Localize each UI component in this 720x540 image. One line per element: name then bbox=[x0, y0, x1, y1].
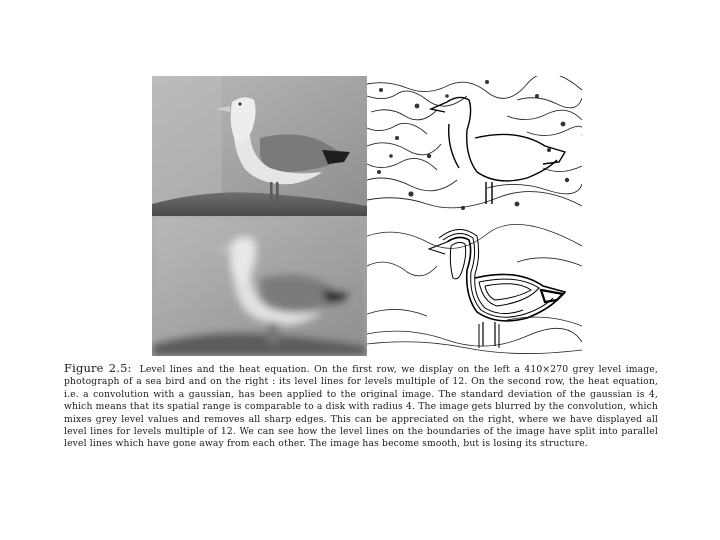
caption-text: Level lines and the heat equation. On the first row, we display on the left a 410×270 grey level image, photograph of a sea bird and on the right : its level lines for levels multiple of 12. On the second row, the heat equation, i.e. a convolution with a gaussian, has been applied to the original image. The standard deviation of the gaussian is 4, which means that its spatial range is comparable to a disk with radius 4. The image gets blurred by the convolution, which mixes grey level values and removes all sharp edges. This can be appreciated on the right, where we have displayed all level lines for levels multiple of 12. We can see how the level lines on the boundaries of the image have split into parallel level lines which have gone away from each other. The image has become smooth, but is losing its structure. bbox=[64, 364, 658, 450]
blurred-level-lines-image bbox=[367, 216, 582, 356]
original-bird-image bbox=[152, 76, 367, 216]
original-level-lines-image bbox=[367, 76, 582, 216]
blurred-bird-image bbox=[152, 216, 367, 356]
figure-label: Figure 2.5: bbox=[64, 361, 132, 375]
figure-image-grid bbox=[152, 76, 582, 356]
figure-caption bbox=[64, 362, 658, 451]
